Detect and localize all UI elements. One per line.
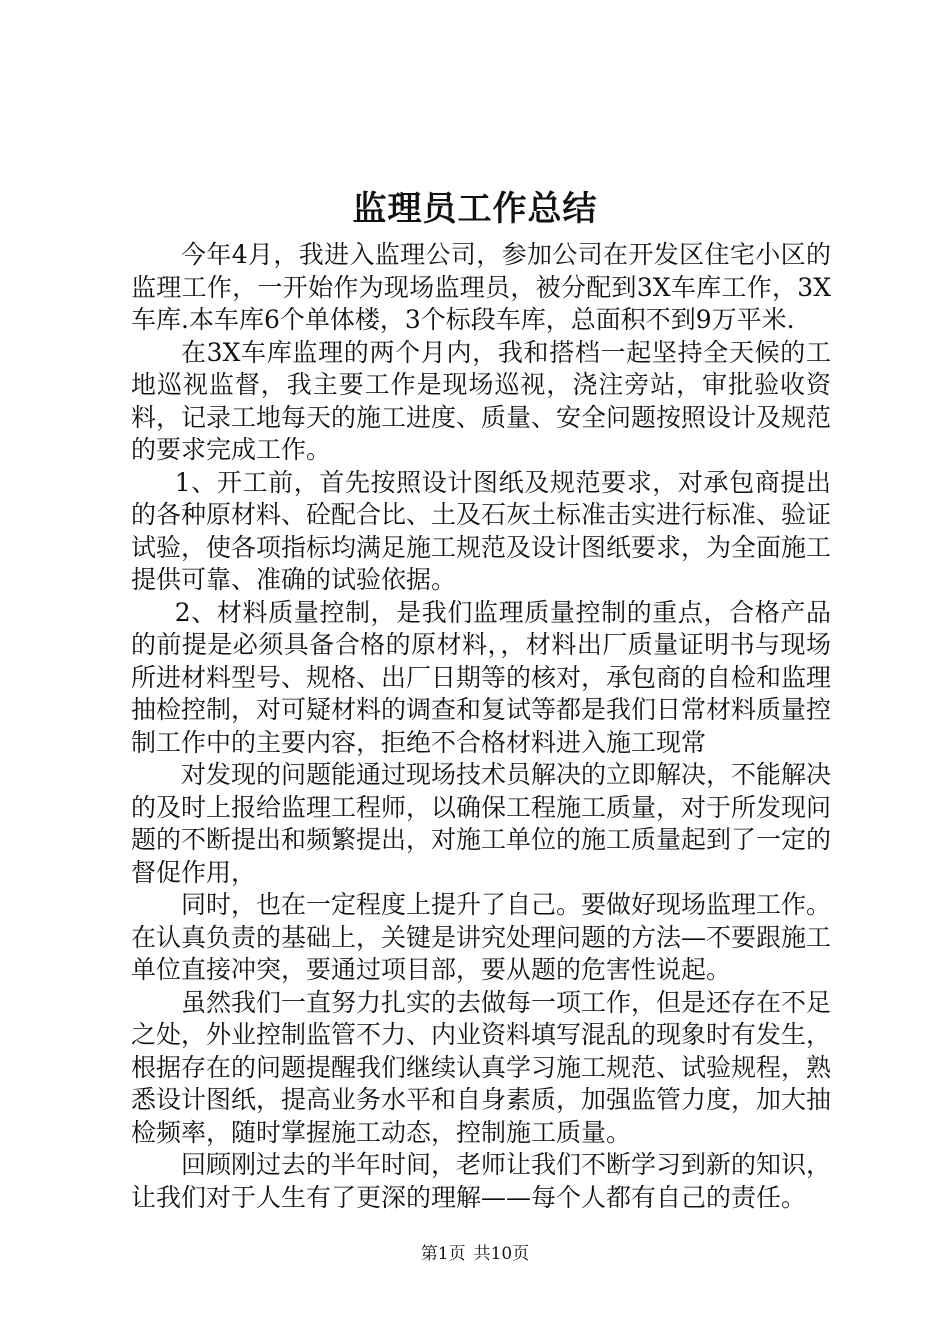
paragraph: 1、开工前，首先按照设计图纸及规范要求，对承包商提出的各种原材料、砼配合比、土及石灰土标准击实进行标准、验证试验，使各项指标均满足施工规范及设计图纸要求，为全面施工提供可靠、准确的试验依据。 <box>131 467 832 594</box>
page-total: 共10页 <box>473 1244 530 1264</box>
paragraph: 虽然我们一直努力扎实的去做每一项工作，但是还存在不足之处，外业控制监管不力、内业资料填写混乱的现象时有发生，根据存在的问题提醒我们继续认真学习施工规范、试验规程，熟悉设计图纸，提高业务水平和自身素质，加强监管力度，加大抽检频率，随时掌握施工动态，控制施工质量。 <box>131 987 832 1147</box>
paragraph: 今年4月，我进入监理公司，参加公司在开发区住宅小区的监理工作，一开始作为现场监理员，被分配到3X车库工作，3X车库.本车库6个单体楼，3个标段车库，总面积不到9万平米. <box>131 240 831 334</box>
paragraph: 回顾刚过去的半年时间，老师让我们不断学习到新的知识，让我们对于人生有了更深的理解——每个人都有自己的责任。 <box>131 1150 832 1212</box>
page-number: 第1页 <box>420 1244 466 1264</box>
paragraph: 2、材料质量控制，是我们监理质量控制的重点，合格产品的前提是必须具备合格的原材料，，材料出厂质量证明书与现场所进材料型号、规格、出厂日期等的核对，承包商的自检和监理抽检控制，对可疑材料的调查和复试等都是我们日常材料质量控制工作中的主要内容，拒绝不合格材料进入施工现常 <box>131 597 832 757</box>
paragraph: 同时，也在一定程度上提升了自己。要做好现场监理工作。在认真负责的基础上，关键是讲究处理问题的方法—不要跟施工单位直接冲突，要通过项目部，要从题的危害性说起。 <box>131 890 832 984</box>
document-title: 监理员工作总结 <box>352 189 598 229</box>
page-footer <box>0 1243 950 1265</box>
paragraph: 在3X车库监理的两个月内，我和搭档一起坚持全天候的工地巡视监督，我主要工作是现场巡视，浇注旁站，审批验收资料，记录工地每天的施工进度、质量、安全问题按照设计及规范的要求完成工作。 <box>131 337 832 464</box>
paragraph: 对发现的问题能通过现场技术员解决的立即解决，不能解决的及时上报给监理工程师，以确保工程施工质量，对于所发现问题的不断提出和频繁提出，对施工单位的施工质量起到了一定的督促作用， <box>131 760 832 887</box>
document-body <box>131 239 831 1214</box>
